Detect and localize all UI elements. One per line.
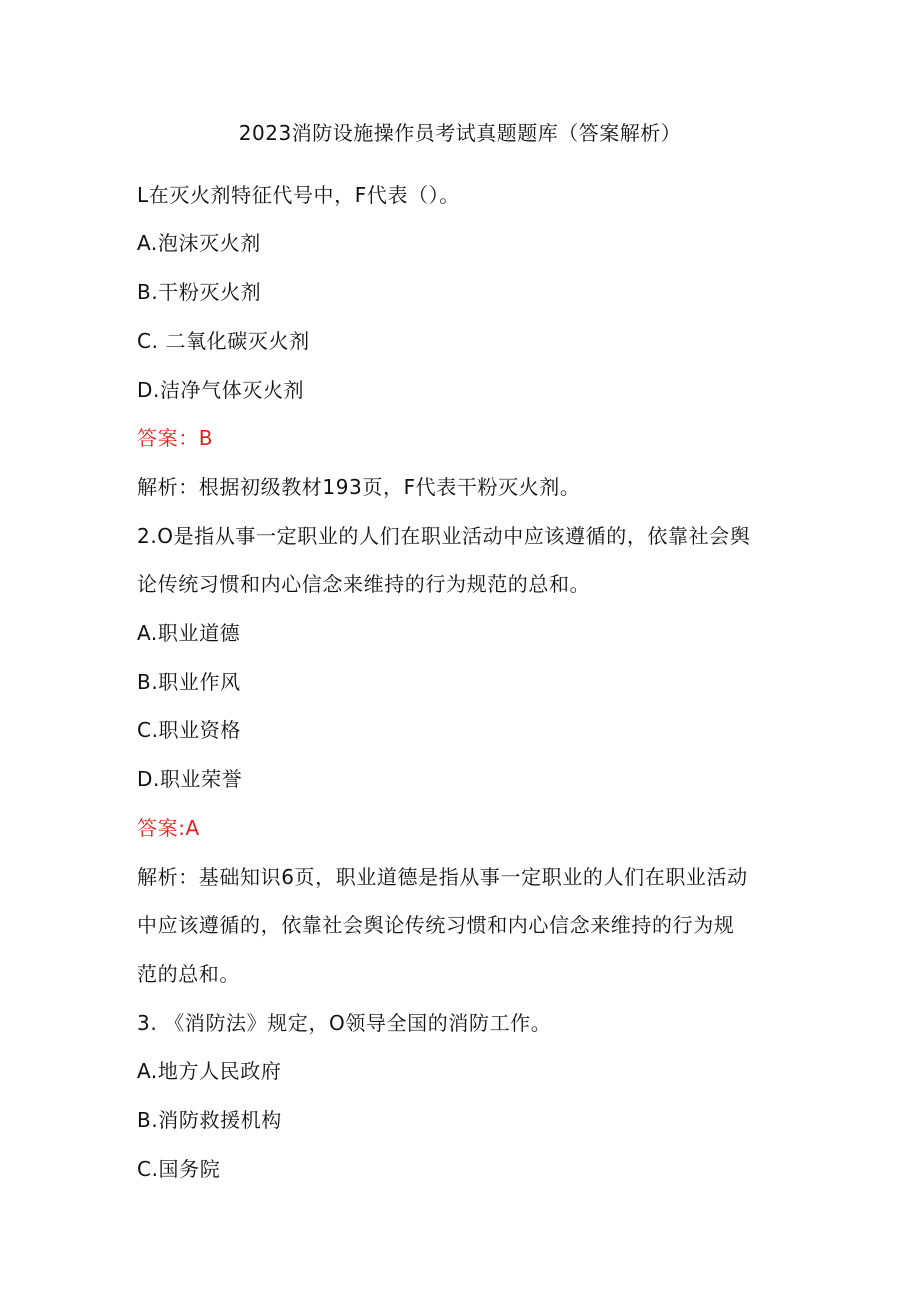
question-1-option-c: C. 二氧化碳灭火剂 — [137, 329, 310, 353]
document-title: 2023消防设施操作员考试真题题库（答案解析） — [238, 121, 682, 145]
question-2-option-d: D.职业荣誉 — [137, 767, 243, 791]
question-1-option-a: A.泡沫灭火剂 — [137, 231, 261, 255]
question-2-option-c: C.职业资格 — [137, 718, 241, 742]
question-2-analysis-line-2: 中应该遵循的，依靠社会舆论传统习惯和内心信念来维持的行为规 — [137, 913, 735, 937]
question-3-option-c: C.国务院 — [137, 1157, 221, 1181]
question-2-option-a: A.职业道德 — [137, 621, 241, 645]
question-1-analysis: 解析：根据初级教材193页，F代表干粉灭火剂。 — [137, 475, 581, 499]
question-2-analysis-line-1: 解析：基础知识6页，职业道德是指从事一定职业的人们在职业活动 — [137, 865, 748, 889]
question-2-answer: 答案:A — [137, 816, 200, 840]
question-2-analysis-line-3: 范的总和。 — [137, 962, 240, 986]
question-3-option-a: A.地方人民政府 — [137, 1059, 282, 1083]
question-3-stem: 3. 《消防法》规定，O领导全国的消防工作。 — [137, 1011, 552, 1035]
question-2-option-b: B.职业作风 — [137, 670, 241, 694]
question-1-option-b: B.干粉灭火剂 — [137, 280, 262, 304]
question-1-option-d: D.洁净气体灭火剂 — [137, 378, 305, 402]
question-2-stem-line-2: 论传统习惯和内心信念来维持的行为规范的总和。 — [137, 572, 591, 596]
question-1-answer: 答案：B — [137, 426, 214, 450]
question-3-option-b: B.消防救援机构 — [137, 1108, 282, 1132]
question-2-stem-line-1: 2.O是指从事一定职业的人们在职业活动中应该遵循的，依靠社会舆 — [137, 524, 751, 548]
question-1-stem: L在灭火剂特征代号中，F代表（）。 — [137, 183, 460, 207]
